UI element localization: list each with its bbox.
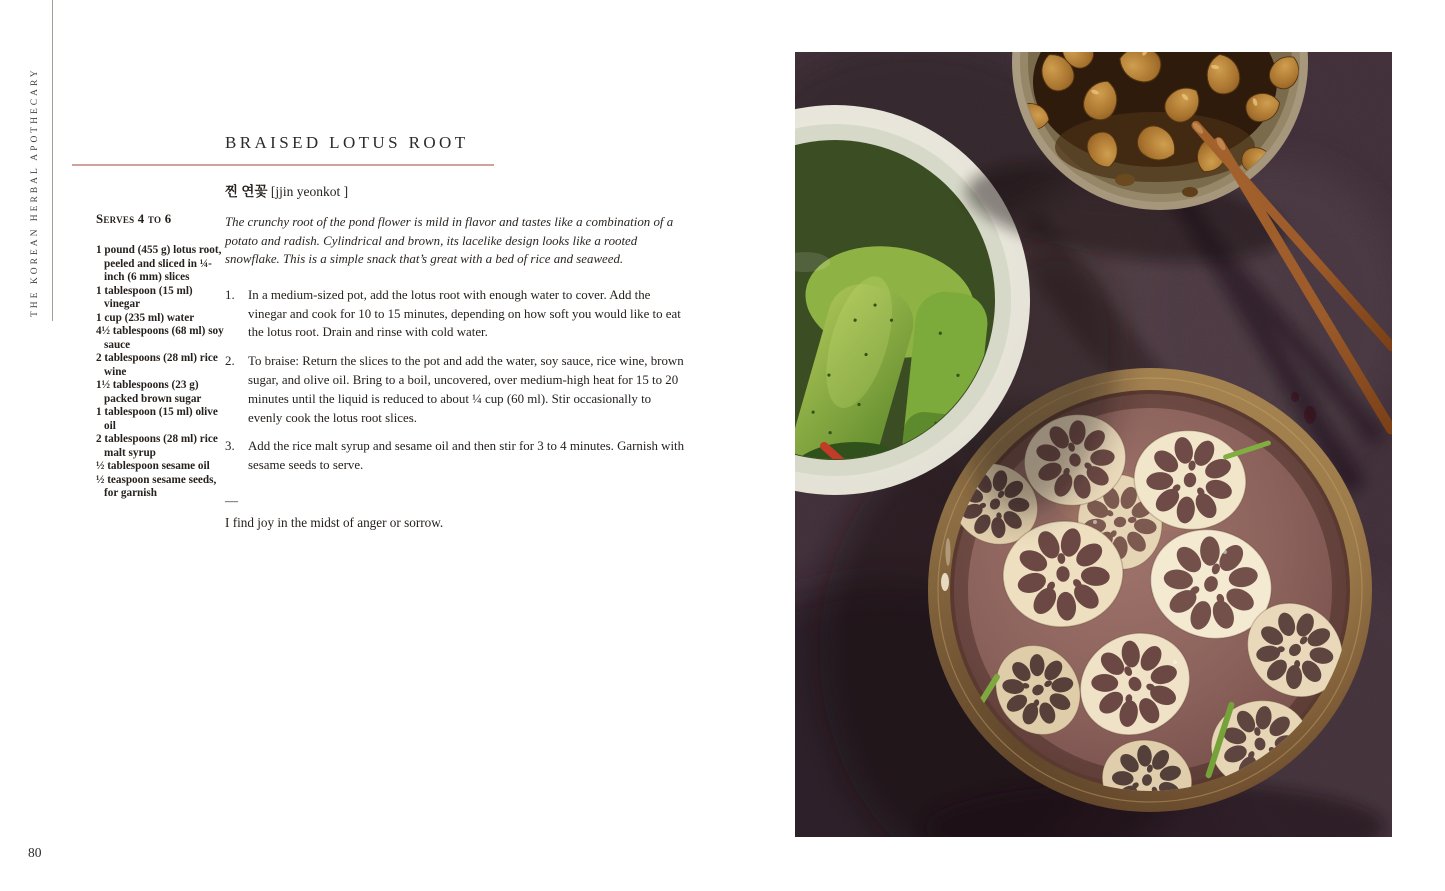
korean-hangul: 찐 연꽃 — [225, 184, 268, 199]
sidebar-divider — [52, 0, 53, 321]
step-list — [225, 286, 687, 475]
ingredient-item: 2 tablespoons (28 ml) rice wine — [96, 352, 218, 378]
ingredient-item: 2 tablespoons (28 ml) rice malt syrup — [96, 433, 218, 459]
ingredients-column — [96, 212, 226, 501]
ingredient-item: 1 cup (235 ml) water — [96, 311, 195, 324]
book-title-vertical: THE KOREAN HERBAL APOTHECARY — [30, 67, 40, 317]
ingredient-item: ½ teaspoon sesame seeds, for garnish — [96, 473, 217, 499]
recipe-column — [225, 133, 687, 531]
page-number: 80 — [28, 845, 42, 860]
ingredient-item: ½ tablespoon sesame oil — [96, 460, 210, 472]
note-divider: — — [225, 492, 238, 508]
ingredient-item: 1 tablespoon (15 ml) olive oil — [96, 406, 218, 432]
recipe-korean-name — [225, 180, 687, 200]
recipe-step: To braise: Return the slices to the pot and add the water, soy sauce, rice wine, brown sugar, and olive oil. Bring to a boil, uncovered, over medium-high heat for 15 to 20 minutes until the liquid is reduced to about ¼ cup (60 ml). Stir occasionally to evenly cook the lotus root slices. — [248, 354, 684, 425]
recipe-step: In a medium-sized pot, add the lotus root with enough water to cover. Add the vinegar and cook for 10 to 15 minutes, depending on how soft you would like to eat the lotus root. Drain and rinse with cold water. — [248, 287, 681, 340]
recipe-title: BRAISED LOTUS ROOT — [225, 133, 469, 152]
recipe-intro: The crunchy root of the pond flower is mild in flavor and tastes like a combination of a potato and radish. Cylindrical and brown, its lacelike design looks like a rooted snowflake. This is a simple snack that’s great with a bed of rice and seaweed. — [225, 215, 674, 267]
ingredient-list — [96, 244, 226, 501]
closing-note: I find joy in the midst of anger or sorrow. — [225, 514, 444, 530]
ingredient-item: 1 pound (455 g) lotus root, peeled and sliced in ¼-inch (6 mm) slices — [96, 244, 222, 283]
ingredient-item: 4½ tablespoons (68 ml) soy sauce — [96, 325, 224, 351]
recipe-step: Add the rice malt syrup and sesame oil and then stir for 3 to 4 minutes. Garnish with sesame seeds to serve. — [248, 439, 685, 473]
ingredient-item: 1½ tablespoons (23 g) packed brown sugar — [96, 379, 202, 405]
serves-label: Serves 4 to 6 — [96, 212, 172, 226]
ingredient-item: 1 tablespoon (15 ml) vinegar — [96, 284, 193, 310]
korean-romanization: [jjin yeonkot ] — [270, 184, 349, 199]
recipe-photo — [795, 52, 1392, 837]
